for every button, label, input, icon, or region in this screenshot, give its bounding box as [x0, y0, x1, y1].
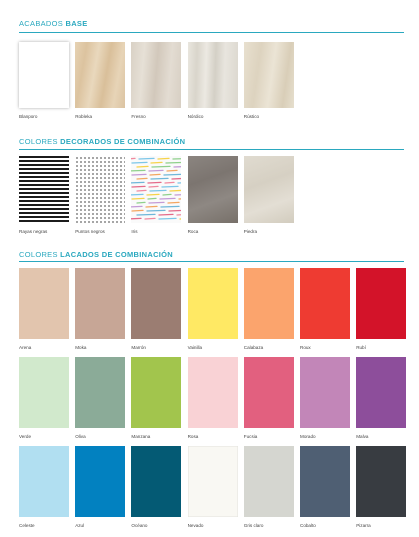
base-finish-swatch	[244, 42, 294, 120]
swatch-tile	[75, 357, 125, 428]
swatch-label: Manzana	[131, 434, 151, 439]
rainbow-dashes-pattern	[131, 156, 181, 223]
section-title-base: ACABADOS BASE	[19, 19, 88, 28]
base-finish-swatch	[188, 42, 238, 120]
swatch-label: Roux	[300, 345, 311, 350]
swatch-tile	[131, 42, 181, 108]
swatch-label: Vainilla	[187, 345, 203, 350]
base-finish-swatch	[75, 42, 125, 120]
swatch-label: Oliva	[75, 434, 86, 439]
lacquer-color-swatch	[300, 357, 350, 440]
lacquer-color-swatch	[75, 446, 125, 529]
lacquer-color-swatch	[19, 268, 69, 351]
swatch-label: Océano	[131, 523, 148, 528]
swatch-tile	[244, 357, 294, 428]
swatch-tile	[75, 268, 125, 339]
lacquer-color-swatch	[244, 357, 294, 440]
section-divider	[19, 261, 404, 262]
swatch-label: Cobalto	[300, 523, 316, 528]
lacquer-color-swatch	[131, 268, 181, 351]
swatch-tile	[75, 42, 125, 108]
base-finish-swatch	[131, 42, 181, 120]
lacquer-color-swatch	[19, 446, 69, 529]
swatch-tile	[19, 357, 69, 428]
swatch-tile	[188, 446, 238, 517]
section-divider	[19, 32, 404, 33]
swatch-label: Rosa	[187, 434, 199, 439]
swatch-tile	[188, 42, 238, 108]
swatch-tile	[244, 42, 294, 108]
base-finish-swatch	[19, 42, 69, 120]
decor-color-swatch	[244, 156, 294, 235]
swatch-label: Nevado	[187, 523, 204, 528]
section-divider	[19, 149, 404, 150]
lacquer-color-swatch	[75, 268, 125, 351]
lacquer-color-swatch	[356, 357, 406, 440]
swatch-label: Celeste	[19, 523, 35, 528]
swatch-tile	[356, 446, 406, 517]
swatch-label: Fresno	[131, 114, 146, 119]
swatch-label: Gris claro	[243, 523, 264, 528]
swatch-label: Rubí	[356, 345, 366, 350]
swatch-label: Moka	[75, 345, 87, 350]
swatch-label: Robleka	[75, 114, 93, 119]
swatch-label: Iris	[131, 229, 138, 234]
section-title-lacados: COLORES LACADOS DE COMBINACIÓN	[19, 250, 174, 259]
swatch-label: Pizarra	[356, 523, 371, 528]
swatch-tile	[131, 268, 181, 339]
lacquer-color-swatch	[244, 446, 294, 529]
swatch-tile	[75, 446, 125, 517]
lacquer-color-swatch	[75, 357, 125, 440]
swatch-tile	[188, 156, 238, 223]
swatch-label: Rayas negras	[19, 229, 48, 234]
swatch-tile	[19, 268, 69, 339]
swatch-label: Nórdico	[187, 114, 204, 119]
lacquer-color-swatch	[188, 268, 238, 351]
swatch-label: Marrón	[131, 345, 146, 350]
swatch-label: Azul	[75, 523, 85, 528]
swatch-label: Verde	[19, 434, 32, 439]
swatch-tile	[131, 156, 181, 223]
decor-color-swatch	[75, 156, 125, 235]
swatch-label: Fucsia	[243, 434, 258, 439]
swatch-label: Malva	[356, 434, 369, 439]
section-title-decor: COLORES DECORADOS DE COMBINACIÓN	[19, 137, 186, 146]
swatch-tile	[75, 156, 125, 223]
swatch-tile	[188, 268, 238, 339]
lacquer-color-swatch	[300, 446, 350, 529]
swatch-tile	[244, 446, 294, 517]
lacquer-color-swatch	[300, 268, 350, 351]
lacquer-color-swatch	[131, 357, 181, 440]
swatch-tile	[244, 268, 294, 339]
swatch-tile	[19, 446, 69, 517]
swatch-label: Morado	[300, 434, 316, 439]
swatch-tile	[19, 42, 69, 108]
lacquer-color-swatch	[356, 446, 406, 529]
swatch-label: Calabaza	[243, 345, 264, 350]
swatch-tile	[244, 156, 294, 223]
swatch-tile	[131, 357, 181, 428]
swatch-tile	[356, 357, 406, 428]
base-finishes-row	[19, 42, 404, 124]
lacquer-color-swatch	[356, 268, 406, 351]
swatch-label: Puntos negros	[75, 229, 105, 234]
swatch-label: Blanporo	[19, 114, 38, 119]
swatch-tile	[300, 446, 350, 517]
swatch-label: Arena	[19, 345, 32, 350]
lacquer-colors-grid	[19, 268, 404, 533]
swatch-tile	[188, 357, 238, 428]
lacquer-color-swatch	[19, 357, 69, 440]
swatch-label: Piedra	[243, 229, 258, 234]
swatch-tile	[19, 156, 69, 223]
lacquer-color-swatch	[244, 268, 294, 351]
swatch-label: Roca	[187, 229, 199, 234]
decor-color-swatch	[188, 156, 238, 235]
decor-color-swatch	[131, 156, 181, 235]
decor-color-swatch	[19, 156, 69, 235]
swatch-tile	[131, 446, 181, 517]
lacquer-color-swatch	[131, 446, 181, 529]
swatch-label: Rústico	[243, 114, 260, 119]
lacquer-color-swatch	[188, 446, 238, 529]
swatch-tile	[300, 357, 350, 428]
swatch-tile	[300, 268, 350, 339]
decor-colors-row	[19, 156, 404, 241]
swatch-tile	[356, 268, 406, 339]
lacquer-color-swatch	[188, 357, 238, 440]
